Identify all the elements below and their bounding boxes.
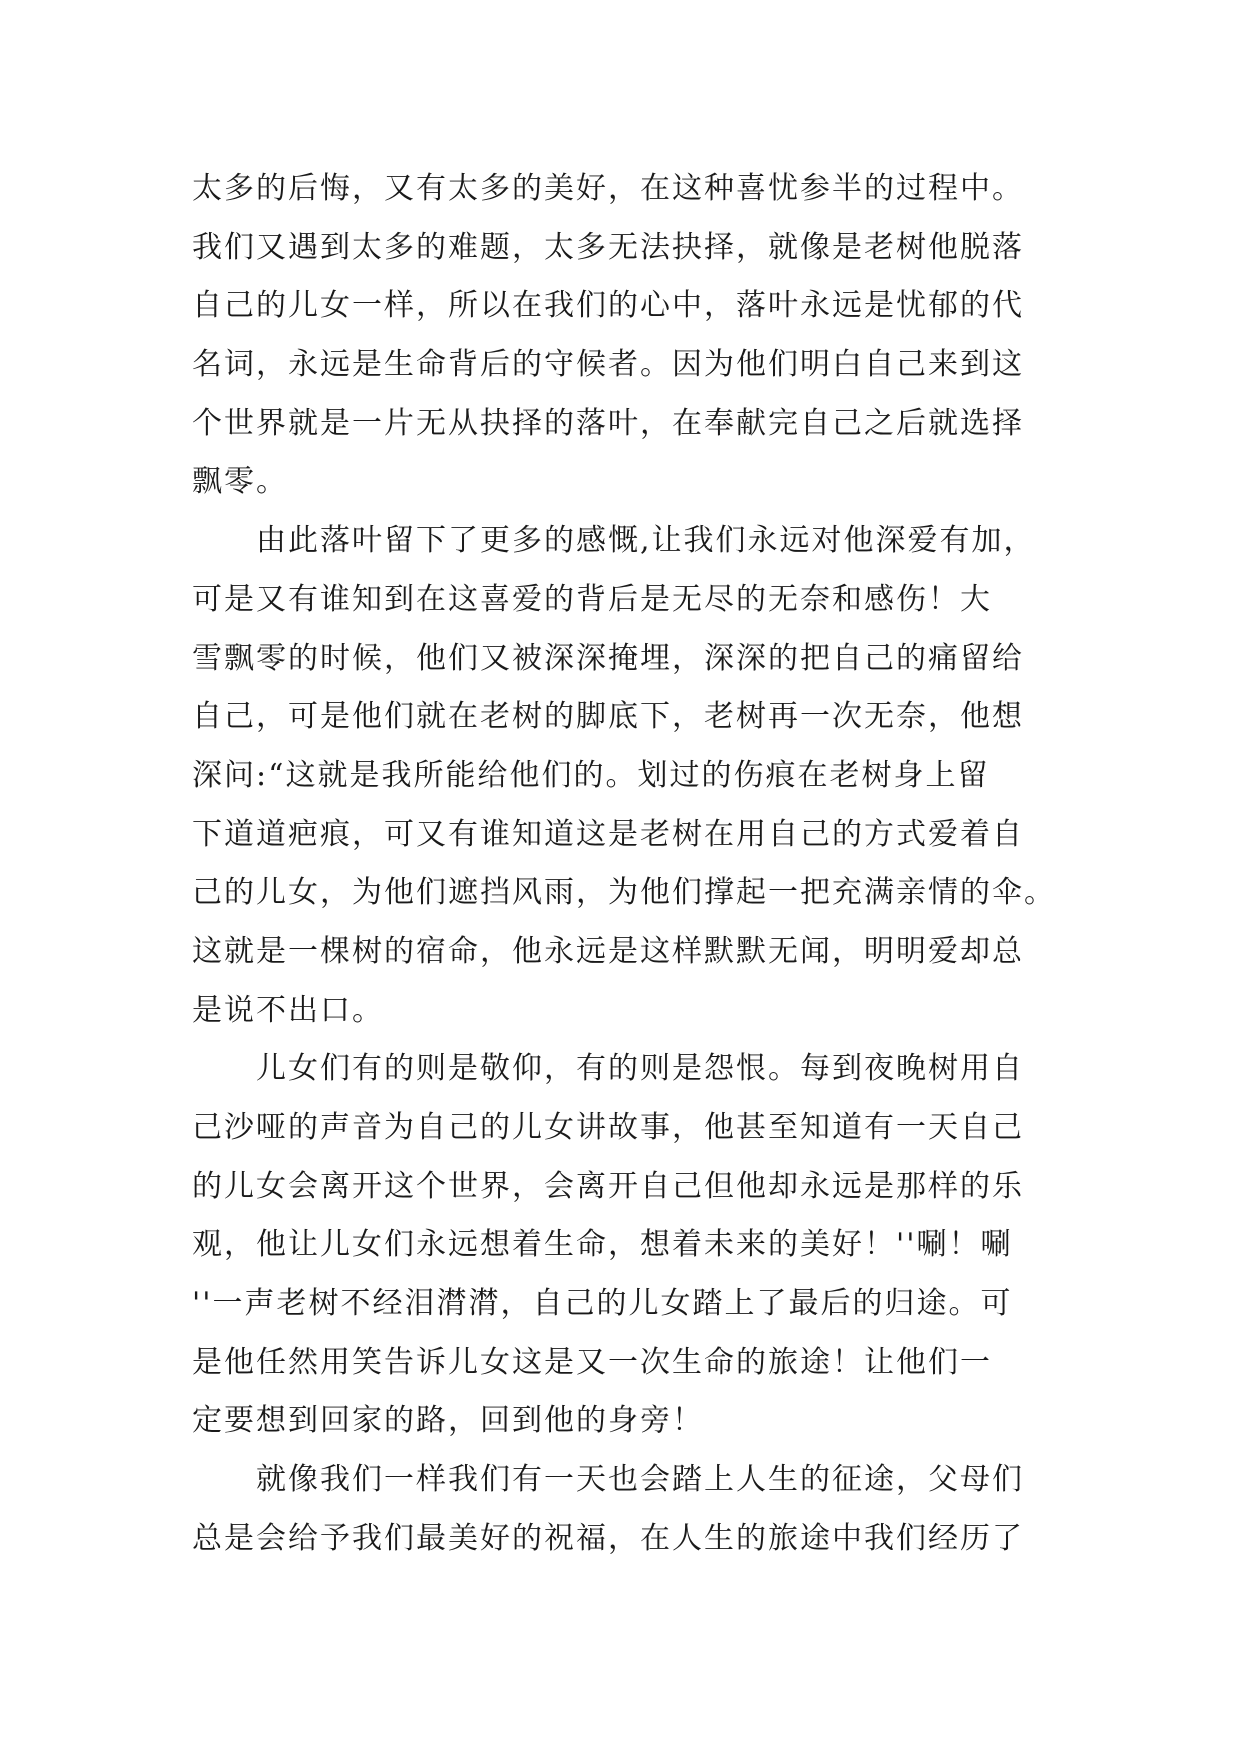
text-line: 雪飘零的时候，他们又被深深掩埋，深深的把自己的痛留给 bbox=[192, 640, 1024, 676]
text-line: 是他任然用笑告诉儿女这是又一次生命的旅途！让他们一 bbox=[192, 1344, 992, 1380]
text-line: 总是会给予我们最美好的祝福，在人生的旅途中我们经历了 bbox=[192, 1520, 1024, 1556]
body-text bbox=[192, 160, 1072, 1569]
text-line: 太多的后悔，又有太多的美好，在这种喜忧参半的过程中。 bbox=[192, 171, 1024, 206]
text-line: 名词，永远是生命背后的守候者。因为他们明白自己来到这 bbox=[192, 347, 1024, 383]
text-line: 个世界就是一片无从抉择的落叶，在奉献完自己之后就选择 bbox=[192, 405, 1024, 441]
text-line: ''一声老树不经泪潸潸，自己的儿女踏上了最后的归途。可 bbox=[192, 1286, 1013, 1322]
text-line: 飘零。 bbox=[192, 464, 288, 500]
text-line: 自己，可是他们就在老树的脚底下，老树再一次无奈，他想 bbox=[192, 699, 1024, 735]
paragraph-first-line: 就像我们一样我们有一天也会踏上人生的征途，父母们 bbox=[256, 1462, 1024, 1498]
text-line: 可是又有谁知到在这喜爱的背后是无尽的无奈和感伤！大 bbox=[192, 581, 992, 617]
text-line: 下道道疤痕，可又有谁知道这是老树在用自己的方式爱着自 bbox=[192, 816, 1024, 852]
text-line: 己沙哑的声音为自己的儿女讲故事，他甚至知道有一天自己 bbox=[192, 1110, 1024, 1145]
paragraph-first-line: 由此落叶留下了更多的感慨,让我们永远对他深爱有加， bbox=[256, 523, 1036, 559]
text-line: 这就是一棵树的宿命，他永远是这样默默无闻，明明爱却总 bbox=[192, 933, 1024, 969]
text-line: 己的儿女，为他们遮挡风雨，为他们撑起一把充满亲情的伞。 bbox=[192, 875, 1056, 911]
text-line: 观，他让儿女们永远想着生命，想着未来的美好！''唰！唰 bbox=[192, 1227, 1013, 1263]
text-line: 的儿女会离开这个世界，会离开自己但他却永远是那样的乐 bbox=[192, 1168, 1024, 1204]
paragraph-first-line: 儿女们有的则是敬仰，有的则是怨恨。每到夜晚树用自 bbox=[256, 1051, 1024, 1087]
text-line: 深问:“这就是我所能给他们的。划过的伤痕在老树身上留 bbox=[192, 757, 990, 793]
text-line: 自己的儿女一样，所以在我们的心中，落叶永远是忧郁的代 bbox=[192, 288, 1024, 324]
text-line: 我们又遇到太多的难题，太多无法抉择，就像是老树他脱落 bbox=[192, 229, 1024, 265]
text-line: 定要想到回家的路，回到他的身旁！ bbox=[192, 1403, 704, 1439]
text-line: 是说不出口。 bbox=[192, 992, 384, 1028]
